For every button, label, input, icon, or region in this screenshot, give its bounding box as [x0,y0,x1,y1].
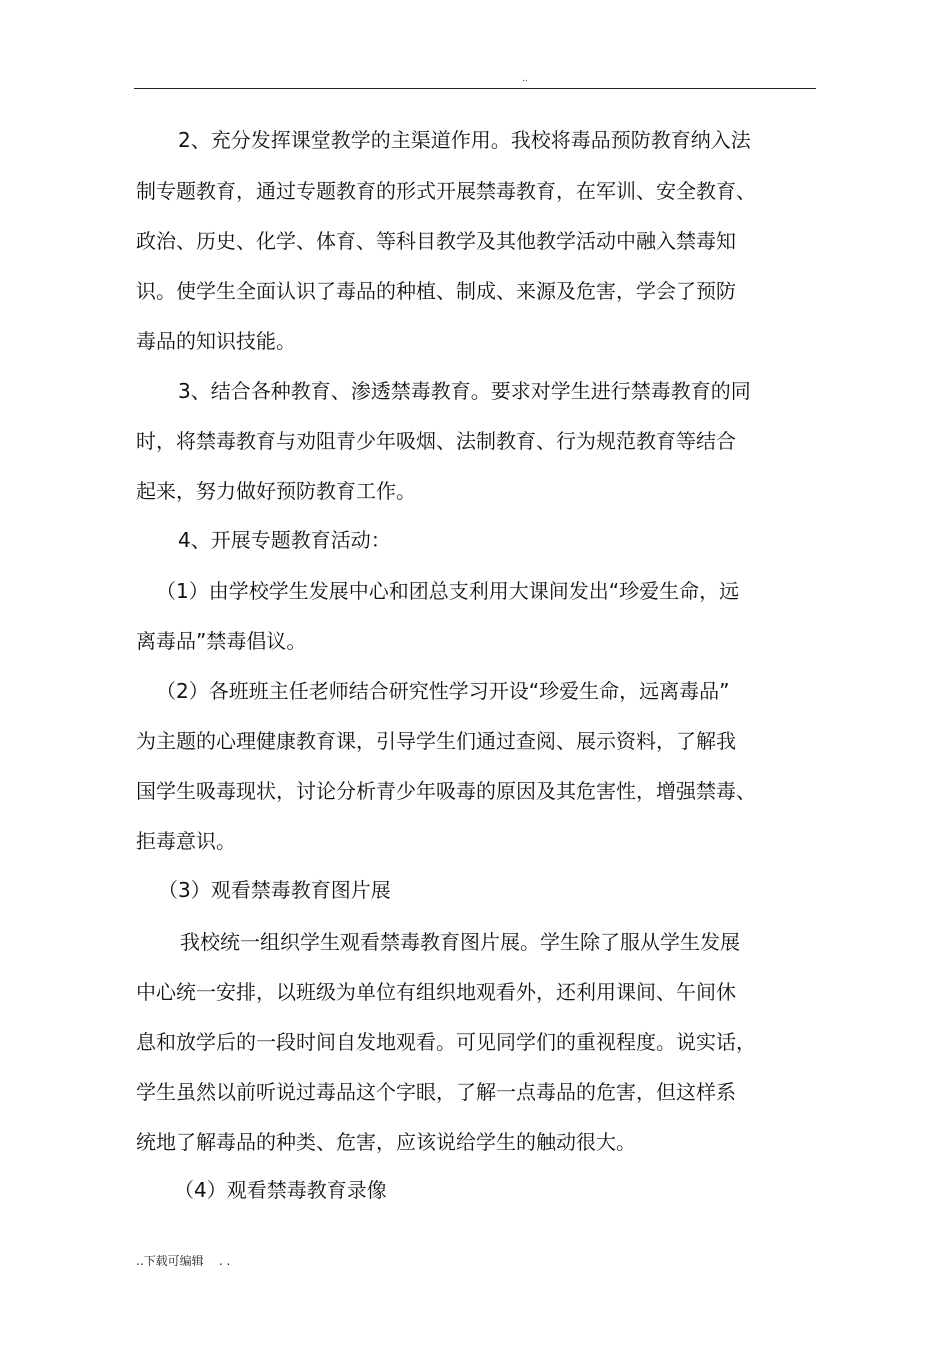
text-line: 起来，努力做好预防教育工作。 [136,479,416,503]
text-line: 统地了解毒品的种类、危害，应该说给学生的触动很大。 [136,1130,636,1154]
header-rule [134,88,816,89]
header-mark: .. [522,74,528,84]
text-line: 中心统一安排，以班级为单位有组织地观看外，还利用课间、午间休 [136,980,736,1004]
text-line: （1）由学校学生发展中心和团总支利用大课间发出“珍爱生命，远 [156,579,740,603]
text-line: 息和放学后的一段时间自发地观看。可见同学们的重视程度。说实话， [136,1030,756,1054]
text-line: 为主题的心理健康教育课，引导学生们通过查阅、展示资料，了解我 [136,729,736,753]
text-line: （4）观看禁毒教育录像 [174,1178,387,1202]
text-line: 离毒品”禁毒倡议。 [136,629,307,653]
text-line: 识。使学生全面认识了毒品的种植、制成、来源及危害，学会了预防 [136,279,736,303]
text-line: 4、开展专题教育活动： [178,528,391,552]
text-line: 毒品的知识技能。 [136,329,296,353]
text-line: （3）观看禁毒教育图片展 [158,878,391,902]
text-line: 制专题教育，通过专题教育的形式开展禁毒教育，在军训、安全教育、 [136,179,756,203]
text-line: 拒毒意识。 [136,829,236,853]
text-line: 2、充分发挥课堂教学的主渠道作用。我校将毒品预防教育纳入法 [178,128,751,152]
text-line: 政治、历史、化学、体育、等科目教学及其他教学活动中融入禁毒知 [136,229,736,253]
text-line: 3、结合各种教育、渗透禁毒教育。要求对学生进行禁毒教育的同 [178,379,751,403]
text-line: 我校统一组织学生观看禁毒教育图片展。学生除了服从学生发展 [180,930,740,954]
footer-text: ..下载可编辑 . . [136,1254,231,1268]
text-line: 时，将禁毒教育与劝阻青少年吸烟、法制教育、行为规范教育等结合 [136,429,736,453]
text-line: （2）各班班主任老师结合研究性学习开设“珍爱生命，远离毒品” [156,679,730,703]
text-line: 国学生吸毒现状，讨论分析青少年吸毒的原因及其危害性，增强禁毒、 [136,779,756,803]
text-line: 学生虽然以前听说过毒品这个字眼，了解一点毒品的危害，但这样系 [136,1080,736,1104]
